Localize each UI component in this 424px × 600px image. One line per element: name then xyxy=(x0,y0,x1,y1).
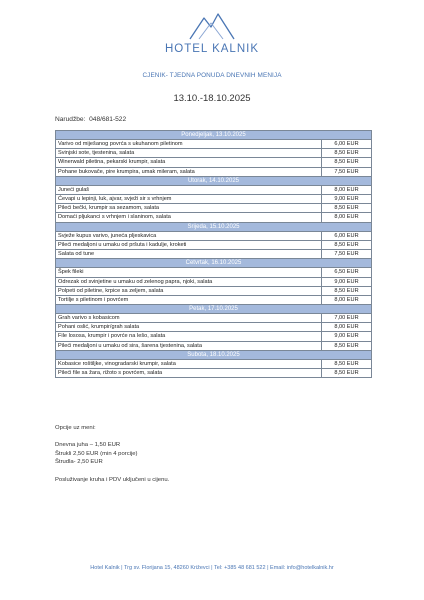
menu-item-row xyxy=(56,286,372,295)
menu-item-name: Juneći gulaš xyxy=(56,185,322,194)
menu-item-row xyxy=(56,240,372,249)
day-header: Utorak, 14.10.2025 xyxy=(56,176,372,185)
menu-item-name: Pileći file sa žara, rižoto s povrćem, salata xyxy=(56,369,322,378)
menu-item-row xyxy=(56,231,372,240)
menu-item-row xyxy=(56,185,372,194)
week-dates: 13.10.-18.10.2025 xyxy=(173,93,251,104)
menu-item-name: File lososa, krumpir i povrće na lešo, salata xyxy=(56,332,322,341)
menu-item-row xyxy=(56,167,372,176)
menu-item-row xyxy=(56,341,372,350)
day-header-row xyxy=(56,176,372,185)
menu-item-name: Polpeti od piletine, krpice sa zeljem, salata xyxy=(56,286,322,295)
menu-item-price: 9,00 EUR xyxy=(322,277,372,286)
menu-item-name: Svinjski sote, tjestenina, salata xyxy=(56,149,322,158)
option-strukli: Štrukli 2,50 EUR (min 4 porcije) xyxy=(55,450,138,457)
day-header: Četvrtak, 16.10.2025 xyxy=(56,259,372,268)
menu-item-row xyxy=(56,314,372,323)
menu-item-price: 8,50 EUR xyxy=(322,369,372,378)
menu-item-row xyxy=(56,277,372,286)
day-header: Petak, 17.10.2025 xyxy=(56,304,372,313)
menu-item-row xyxy=(56,140,372,149)
menu-options xyxy=(55,424,169,484)
options-title: Opcije uz meni: xyxy=(55,425,96,431)
option-strudla: Štrudla- 2,50 EUR xyxy=(55,459,103,466)
menu-item-price: 8,50 EUR xyxy=(322,286,372,295)
page-footer: Hotel Kalnik | Trg sv. Florijana 15, 48260 Križevci | Tel: +385 48 681 522 | Email: info@hotelkalnik.hr xyxy=(90,565,334,571)
menu-item-name: Pileći bečki, krumpir sa sezamom, salata xyxy=(56,204,322,213)
menu-item-name: Svježe kupus varivo, juneća pljeskavica xyxy=(56,231,322,240)
menu-item-price: 6,00 EUR xyxy=(322,231,372,240)
menu-item-name: Kobasice roštiljke, vinogradarski krumpir, salata xyxy=(56,359,322,368)
menu-item-row xyxy=(56,359,372,368)
menu-item-name: Domaći pljukanci s vrhnjem i slaninom, salata xyxy=(56,213,322,222)
hotel-logo xyxy=(0,12,424,55)
menu-item-row xyxy=(56,204,372,213)
day-header: Subota, 18.10.2025 xyxy=(56,350,372,359)
menu-item-row xyxy=(56,250,372,259)
options-note: Posluživanje kruha i PDV uključeni u cijenu. xyxy=(55,476,170,483)
menu-item-price: 8,50 EUR xyxy=(322,158,372,167)
menu-item-name: Pileći medaljoni u umaku od pršuta i kadulje, kroketi xyxy=(56,240,322,249)
menu-item-name: Pileći medaljoni u umaku od sira, šarena tjestenina, salata xyxy=(56,341,322,350)
menu-item-price: 8,50 EUR xyxy=(322,149,372,158)
page-subtitle: CJENIK- TJEDNA PONUDA DNEVNIH MENIJA xyxy=(142,72,282,79)
menu-item-row xyxy=(56,213,372,222)
option-soup: Dnevna juha – 1,50 EUR xyxy=(55,442,121,449)
menu-item-row xyxy=(56,268,372,277)
order-line xyxy=(55,116,126,123)
menu-item-row xyxy=(56,158,372,167)
menu-item-name: Ćevapi u lepinji, luk, ajvar, svježi sir s vrhnjem xyxy=(56,195,322,204)
menu-item-price: 9,00 EUR xyxy=(322,332,372,341)
menu-item-price: 7,50 EUR xyxy=(322,250,372,259)
menu-item-name: Winerwald piletina, pekarski krumpir, salata xyxy=(56,158,322,167)
menu-item-row xyxy=(56,195,372,204)
menu-item-price: 8,50 EUR xyxy=(322,204,372,213)
menu-item-price: 7,50 EUR xyxy=(322,167,372,176)
menu-item-name: Špek fileki xyxy=(56,268,322,277)
menu-item-row xyxy=(56,332,372,341)
menu-item-price: 6,00 EUR xyxy=(322,140,372,149)
menu-item-price: 8,00 EUR xyxy=(322,295,372,304)
menu-item-price: 8,50 EUR xyxy=(322,341,372,350)
day-header-row xyxy=(56,259,372,268)
order-phone: 048/681-522 xyxy=(89,116,127,123)
day-header-row xyxy=(56,350,372,359)
menu-item-row xyxy=(56,149,372,158)
order-label: Narudžbe: xyxy=(55,116,86,123)
day-header-row xyxy=(56,131,372,140)
menu-item-price: 6,50 EUR xyxy=(322,268,372,277)
day-header-row xyxy=(56,304,372,313)
menu-item-name: Pohani oslić, krumpir/grah salata xyxy=(56,323,322,332)
menu-item-row xyxy=(56,295,372,304)
menu-table xyxy=(55,130,372,378)
menu-item-name: Pohane bukovače, pire krumpira, umak mileram, salata xyxy=(56,167,322,176)
menu-item-price: 8,50 EUR xyxy=(322,359,372,368)
menu-item-price: 8,50 EUR xyxy=(322,240,372,249)
menu-item-row xyxy=(56,323,372,332)
menu-item-name: Salata od tune xyxy=(56,250,322,259)
menu-item-price: 8,00 EUR xyxy=(322,323,372,332)
day-header: Srijeda, 15.10.2025 xyxy=(56,222,372,231)
day-header-row xyxy=(56,222,372,231)
day-header: Ponedjeljak, 13.10.2025 xyxy=(56,131,372,140)
logo-text: HOTEL KALNIK xyxy=(164,43,260,55)
menu-item-name: Odrezak od svinjetine u umaku od zelenog papra, njoki, salata xyxy=(56,277,322,286)
menu-item-price: 7,00 EUR xyxy=(322,314,372,323)
menu-item-name: Grah varivo s kobasicom xyxy=(56,314,322,323)
menu-item-row xyxy=(56,369,372,378)
mountain-logo-icon xyxy=(189,12,235,40)
menu-item-price: 9,00 EUR xyxy=(322,195,372,204)
menu-item-name: Varivo od miješanog povrća s ukuhanom piletinom xyxy=(56,140,322,149)
menu-item-price: 8,00 EUR xyxy=(322,185,372,194)
menu-item-name: Tortilje s piletinom i povrćem xyxy=(56,295,322,304)
menu-item-price: 8,00 EUR xyxy=(322,213,372,222)
